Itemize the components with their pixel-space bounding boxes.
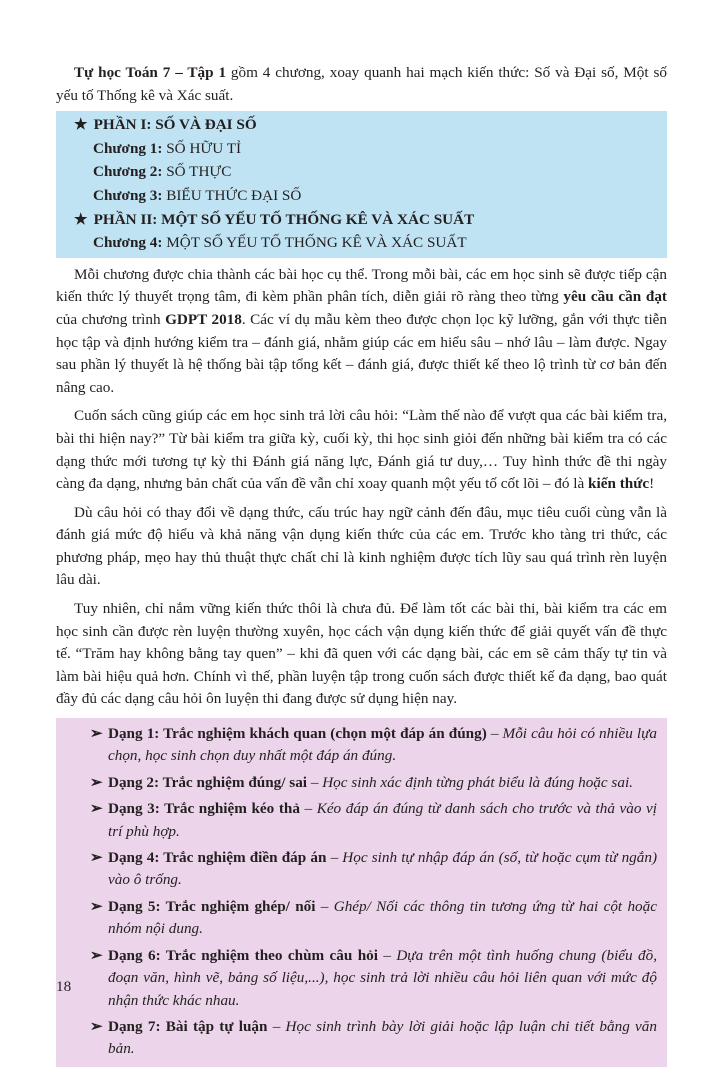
chapter-label: Chương 3:: [93, 186, 163, 204]
type-title: Dạng 4: Trắc nghiệm điền đáp án: [108, 849, 327, 867]
toc-chapter-1: [56, 137, 667, 161]
type-description: – Học sinh tự nhập đáp án (số, từ hoặc cụm từ ngắn) vào ô trống.: [108, 849, 657, 889]
page-content: [56, 62, 667, 1067]
paragraph-text: Mỗi chương được chia thành các bài học cụ thể. Trong mỗi bài, các em học sinh sẽ được tiếp cận kiến thức lý thuyết trọng tâm, đi kèm phần phân tích, diễn giải rõ ràng theo từng: [56, 265, 667, 306]
type-description: – Học sinh xác định từng phát biểu là đúng hoặc sai.: [307, 773, 633, 791]
star-icon: ★: [74, 116, 88, 134]
arrow-bullet-icon: ➢: [90, 946, 103, 964]
paragraph-structure: [56, 264, 667, 400]
question-type-5: [56, 896, 663, 941]
arrow-bullet-icon: ➢: [90, 773, 103, 791]
bold-term: kiến thức: [588, 475, 650, 493]
bold-term: yêu cầu cần đạt: [563, 288, 667, 306]
book-title: Tự học Toán 7 – Tập 1: [74, 64, 227, 81]
toc-part-2-title: PHẦN II: MỘT SỐ YẾU TỐ THỐNG KÊ VÀ XÁC SUẤT: [93, 210, 475, 228]
chapter-name: SỐ HỮU TỈ: [162, 139, 242, 157]
toc-chapter-3: [56, 184, 667, 208]
intro-text: gồm 4 chương, xoay quanh hai mạch kiến thức: Số và Đại số, Một số yếu tố Thống kê và Xác suất.: [56, 64, 667, 104]
toc-part-1: [56, 113, 667, 137]
chapter-name: SỐ THỰC: [162, 163, 232, 181]
arrow-bullet-icon: ➢: [90, 800, 103, 818]
chapter-name: BIỂU THỨC ĐẠI SỐ: [162, 186, 302, 204]
table-of-contents: [56, 111, 667, 258]
type-title: Dạng 2: Trắc nghiệm đúng/ sai: [108, 773, 308, 791]
paragraph-goal: Dù câu hỏi có thay đổi về dạng thức, cấu trúc hay ngữ cảnh đến đâu, mục tiêu cuối cùng vẫn là đánh giá mức độ hiểu và khả năng vận dụng kiến thức của các em. Trước kho tàng tri thức, các phương pháp, mẹo hay thủ thuật thực chất chỉ là kinh nghiệm được tích lũy sau quá trình rèn luyện lâu dài.: [56, 503, 667, 589]
question-types-box: [56, 718, 667, 1067]
question-type-7: [56, 1016, 663, 1061]
bold-term: GDPT 2018: [165, 310, 242, 328]
toc-chapter-4: [56, 231, 667, 255]
question-type-3: [56, 798, 663, 843]
type-description: – Mỗi câu hỏi có nhiều lựa chọn, học sinh chọn duy nhất một đáp án đúng.: [108, 725, 657, 765]
question-type-4: [56, 847, 663, 892]
toc-part-2: [56, 208, 667, 232]
chapter-label: Chương 2:: [93, 163, 163, 181]
arrow-bullet-icon: ➢: [90, 1017, 103, 1035]
arrow-bullet-icon: ➢: [90, 897, 103, 915]
arrow-bullet-icon: ➢: [90, 725, 103, 743]
question-type-1: [56, 723, 663, 768]
toc-chapter-2: [56, 160, 667, 184]
type-title: Dạng 3: Trắc nghiệm kéo thả: [108, 800, 300, 818]
paragraph-practice: Tuy nhiên, chỉ nắm vững kiến thức thôi là chưa đủ. Để làm tốt các bài thi, bài kiểm tra các em học sinh cần được rèn luyện thường xuyên, học cách vận dụng kiến thức để giải quyết vấn đề thực tế. “Trăm hay không bằng tay quen” – khi đã quen với các dạng bài, các em sẽ cảm thấy tự tin và làm bài hiệu quả hơn. Chính vì thế, phần luyện tập trong cuốn sách được thiết kế đa dạng, bao quát đầy đủ các dạng câu hỏi ôn luyện thi đang được sử dụng hiện nay.: [56, 600, 667, 708]
paragraph-text: . Các ví dụ mẫu kèm theo được chọn lọc kỹ lưỡng, gắn với thực tiễn học tập và định hướng kiểm tra – đánh giá, nhằm giúp các em hiểu sâu – nhớ lâu – làm được. Ngay sau phần lý thuyết là hệ thống bài tập tổng kết – đánh giá, được thiết kế theo lộ trình từ cơ bản đến nâng cao.: [56, 310, 668, 396]
chapter-name: MỘT SỐ YẾU TỐ THỐNG KÊ VÀ XÁC SUẤT: [162, 234, 467, 252]
type-description: – Ghép/ Nối các thông tin tương ứng từ hai cột hoặc nhóm nội dung.: [108, 897, 657, 938]
question-type-2: [56, 772, 663, 794]
star-icon: ★: [74, 210, 88, 228]
type-description: – Học sinh trình bày lời giải hoặc lập luận chi tiết bằng văn bản.: [108, 1017, 657, 1058]
arrow-bullet-icon: ➢: [90, 849, 103, 867]
question-type-6: [56, 945, 663, 1012]
type-title: Dạng 1: Trắc nghiệm khách quan (chọn một đáp án đúng): [108, 725, 487, 743]
paragraph-purpose: [56, 405, 667, 495]
paragraph-text: Cuốn sách cũng giúp các em học sinh trả lời câu hỏi: “Làm thế nào để vượt qua các bài kiểm tra, bài thi hiện nay?” Từ bài kiểm tra giữa kỳ, cuối kỳ, thi học sinh giỏi đến những bài kiểm tra có các dạng thức mới tương tự kỳ thi Đánh giá năng lực, Đánh giá tư duy,… Tuy hình thức đề thi ngày càng đa dạng, nhưng bản chất của vấn đề vẫn chỉ xoay quanh một yếu tố cốt lõi – đó là: [56, 407, 667, 493]
type-description: – Dựa trên một tình huống chung (biểu đồ, đoạn văn, hình vẽ, bảng số liệu,...), học sinh trả lời nhiều câu hỏi liên quan với mức độ nhận thức khác nhau.: [108, 946, 657, 1009]
toc-part-1-title: PHẦN I: SỐ VÀ ĐẠI SỐ: [93, 116, 257, 134]
type-title: Dạng 6: Trắc nghiệm theo chùm câu hỏi: [108, 946, 378, 964]
intro-paragraph: [56, 62, 667, 107]
type-title: Dạng 5: Trắc nghiệm ghép/ nối: [108, 897, 316, 915]
chapter-label: Chương 1:: [93, 139, 163, 157]
chapter-label: Chương 4:: [93, 234, 163, 252]
page-number: 18: [56, 978, 72, 995]
paragraph-text: của chương trình: [56, 310, 166, 328]
type-description: – Kéo đáp án đúng từ danh sách cho trước và thả vào vị trí phù hợp.: [108, 800, 657, 840]
paragraph-text: !: [649, 475, 655, 493]
type-title: Dạng 7: Bài tập tự luận: [108, 1017, 268, 1035]
